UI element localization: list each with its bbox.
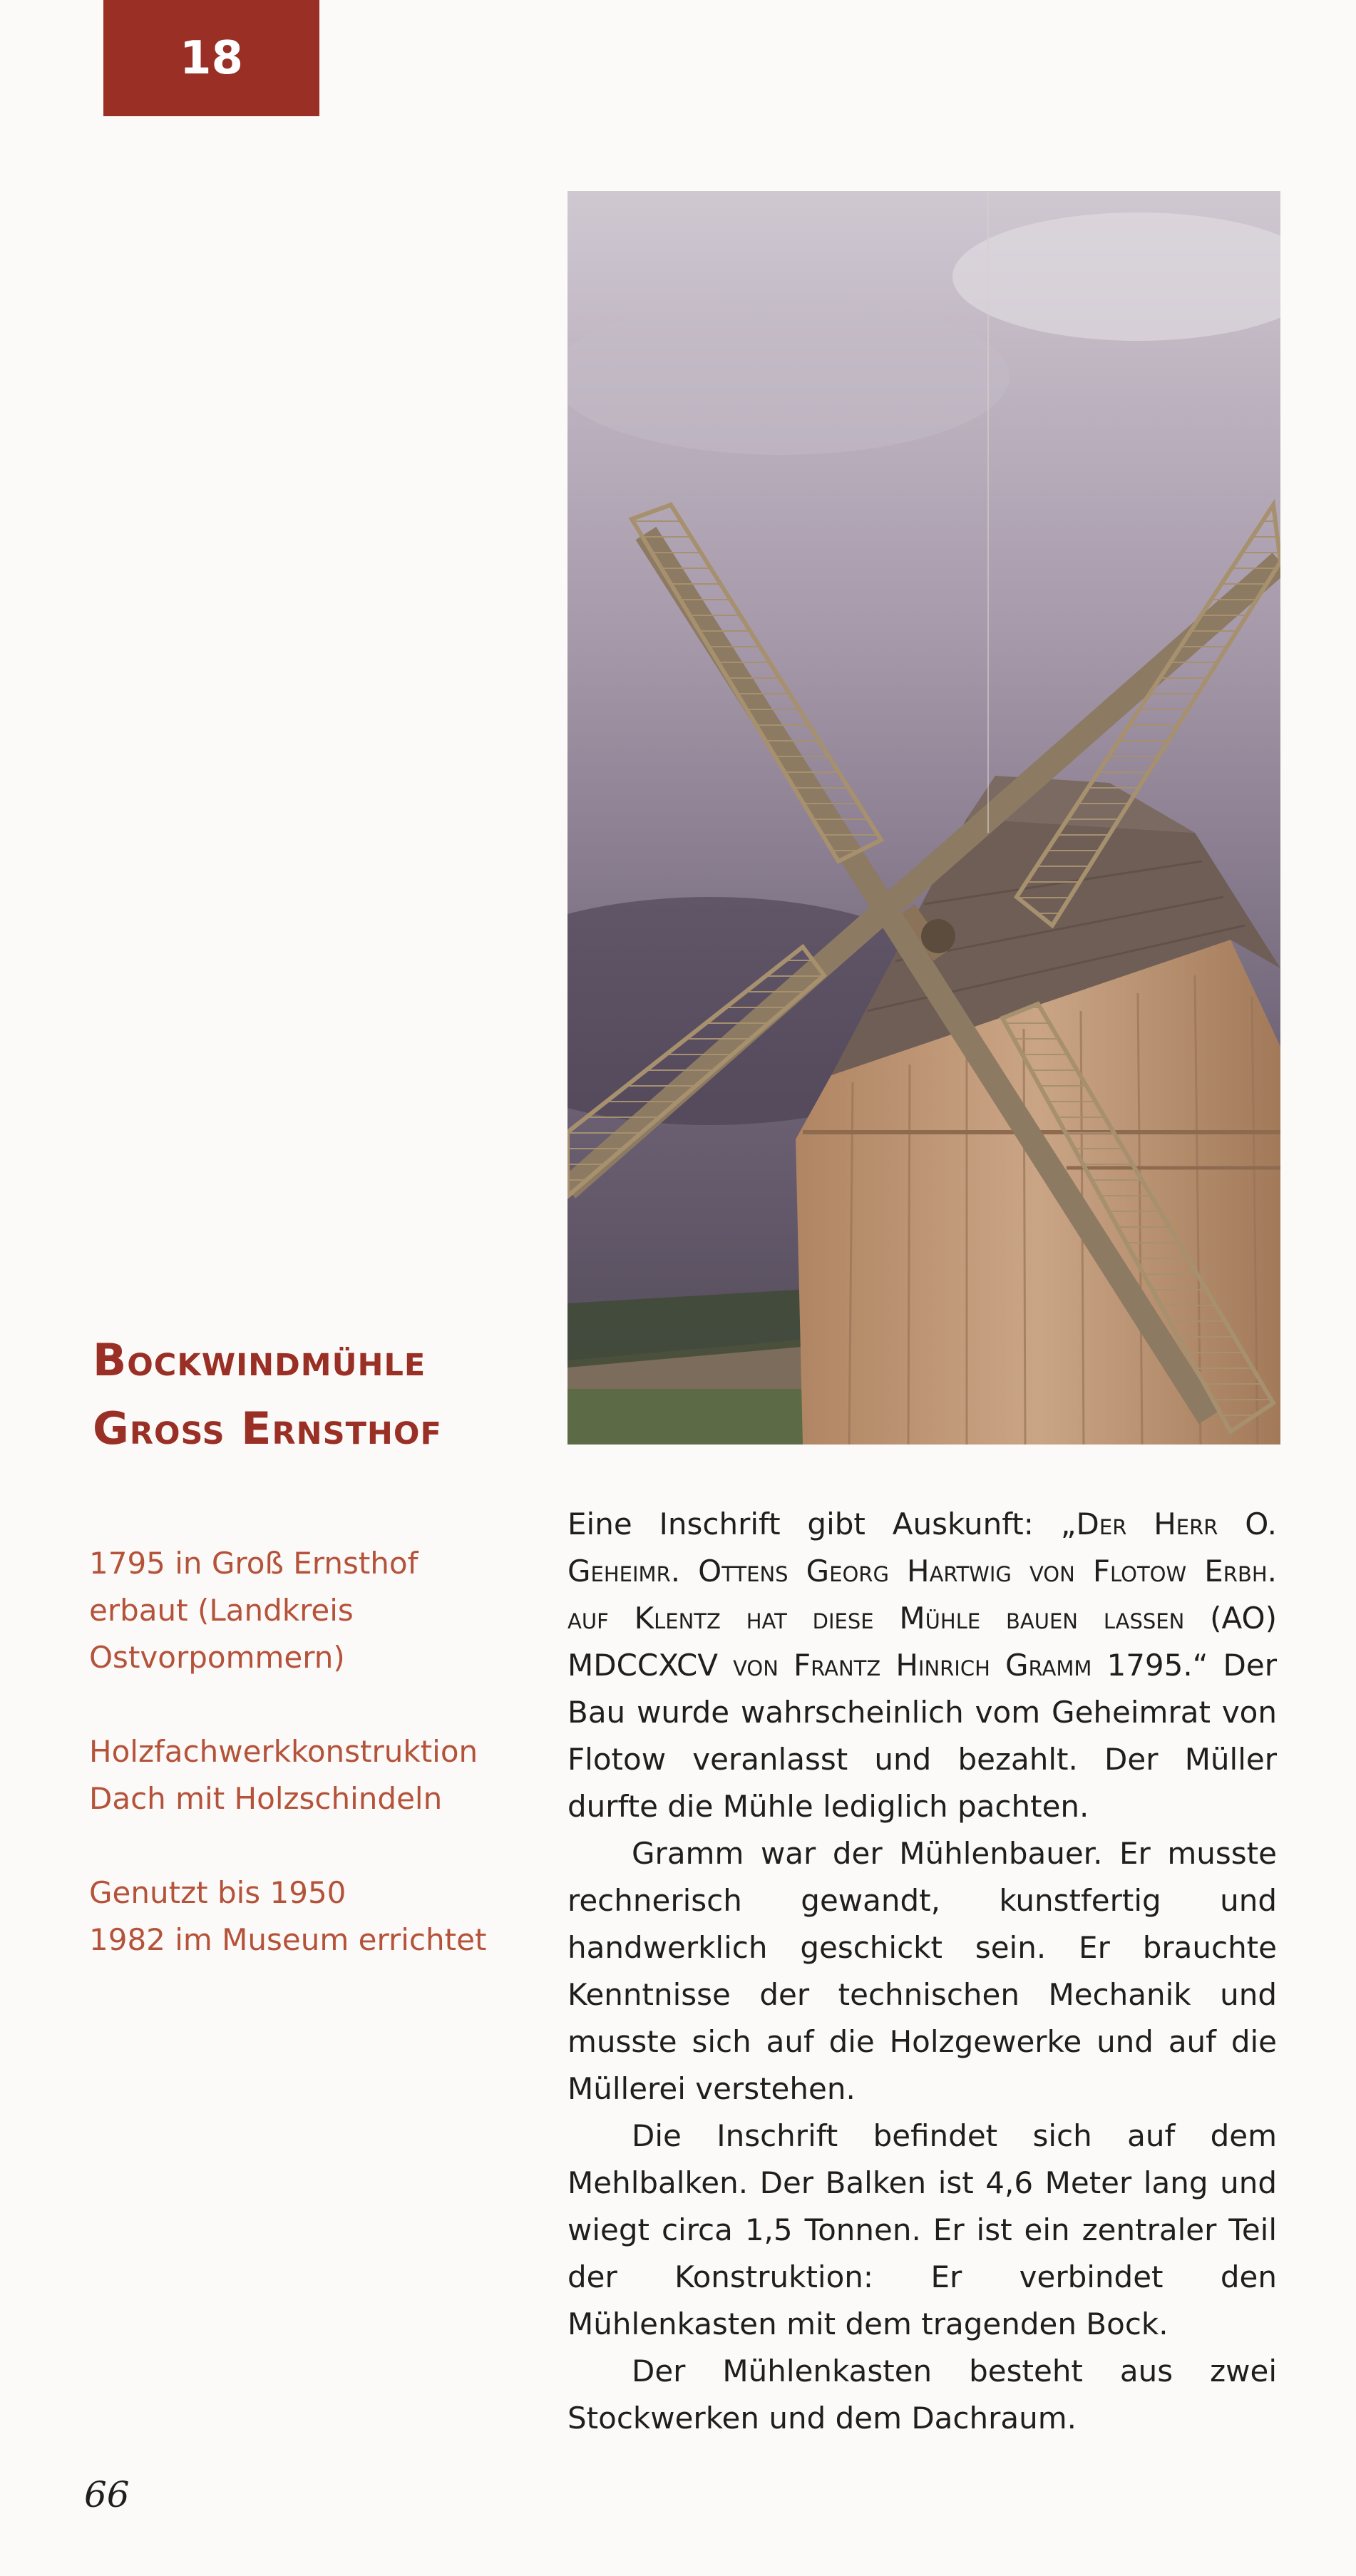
page-number: 66 (84, 2474, 130, 2515)
fact-line: 1795 in Groß Ernsthof (89, 1546, 418, 1581)
title-line-2: Gross Ernsthof (93, 1402, 442, 1454)
fact-line: 1982 im Museum errichtet (89, 1922, 487, 1957)
chapter-number-badge (103, 0, 319, 116)
fact-line: Genutzt bis 1950 (89, 1875, 346, 1910)
fact-sidebar (89, 1540, 545, 2011)
paragraph-1-rest: “ Der Bau wurde wahrscheinlich vom Geheimrat von Flotow veranlasst und bezahlt. Der Müller durfte die Mühle lediglich pachten. (567, 1648, 1278, 1824)
page-title (93, 1326, 549, 1463)
chapter-number: 18 (179, 31, 244, 85)
fact-line: Dach mit Holzschindeln (89, 1781, 443, 1816)
inscription-quote: Der Herr O. Geheimr. Ottens Georg Hartwig von Flotow Erbh. auf Klentz hat diese Mühle bauen lassen (AO) MDCCXCV von Frantz Hinrich Gramm 1795. (567, 1507, 1277, 1683)
body-paragraph-1 (567, 1501, 1277, 1830)
fact-line: erbaut (Landkreis (89, 1593, 354, 1628)
body-paragraph-2: Gramm war der Mühlenbauer. Er musste rechnerisch gewandt, kunstfertig und handwerklich geschickt sein. Er brauchte Kenntnisse der technischen Mechanik und musste sich auf die Holzgewerke und auf die Müllerei verstehen. (567, 1836, 1277, 2106)
body-paragraph-3: Die Inschrift befindet sich auf dem Mehlbalken. Der Balken ist 4,6 Meter lang und wiegt circa 1,5 Tonnen. Er ist ein zentraler Teil der Konstruktion: Er verbindet den Mühlenkasten mit dem tragenden Bock. (567, 2118, 1277, 2341)
fact-group-usage (89, 1869, 545, 1964)
windmill-photo (567, 191, 1280, 1444)
fact-group-construction (89, 1728, 545, 1822)
fact-line: Holzfachwerkkonstruktion (89, 1734, 478, 1769)
body-text (567, 1501, 1277, 2442)
title-line-1: Bockwindmühle (93, 1334, 426, 1386)
fact-line: Ostvorpommern) (89, 1640, 345, 1675)
body-paragraph-4: Der Mühlenkasten besteht aus zwei Stockwerken und dem Dachraum. (567, 2354, 1277, 2436)
inscription-intro: Eine Inschrift gibt Auskunft: „ (567, 1507, 1077, 1541)
fact-group-construction-year (89, 1540, 545, 1681)
